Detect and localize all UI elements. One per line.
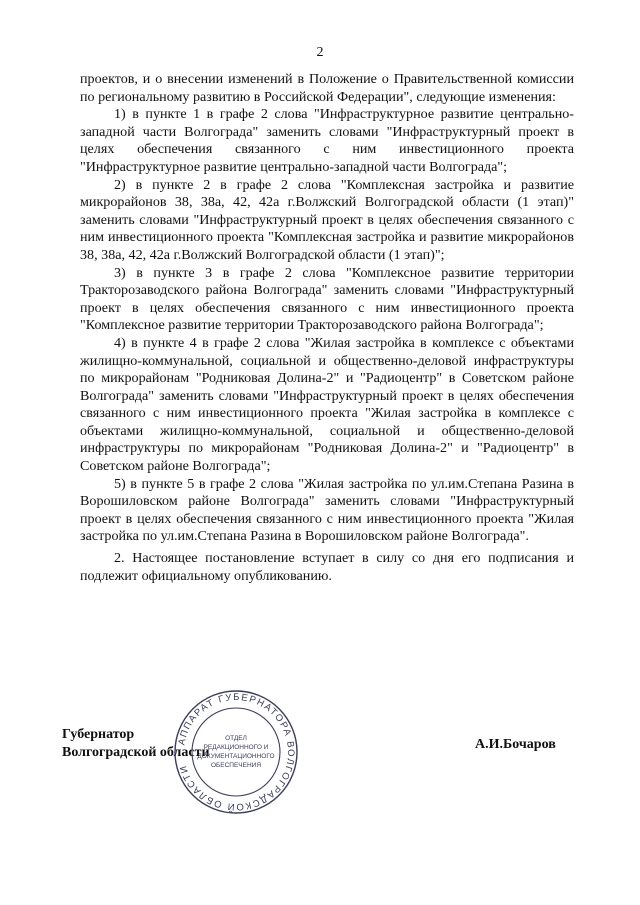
signatory-title-line1: Губернатор [62, 727, 135, 742]
page-number: 2 [316, 45, 324, 60]
seal-inner-line4: ОБЕСПЕЧЕНИЯ [210, 762, 262, 769]
document-body [80, 71, 574, 585]
official-seal-stamp [172, 688, 300, 816]
seal-inner-line3: ДОКУМЕНТАЦИОННОГО [197, 753, 275, 760]
paragraph-continuation: проектов, и о внесении изменений в Положение о Правительственной комиссии по региональному развитию в Российской Федерации", следующие изменения: [80, 71, 574, 105]
list-item-4: 4) в пункте 4 в графе 2 слова "Жилая застройка в комплексе с объектами жилищно-коммунальной, социальной и общественно-деловой инфраструктуры по микрорайонам "Родниковая Долина-2" и "Радиоцентр" в Советском районе Волгограда" заменить словами "Инфраструктурный проект в целях обеспечения связанного с ним инвестиционного проекта "Жилая застройка в комплексе с объектами жилищно-коммунальной, социальной и общественно-деловой инфраструктуры по микрорайонам "Родниковая Долина-2" и "Радиоцентр" в Советском районе Волгограда"; [80, 334, 574, 475]
seal-inner-line1: ОТДЕЛ [225, 735, 247, 742]
list-item-1: 1) в пункте 1 в графе 2 слова "Инфраструктурное развитие центрально-западной части Волгограда" заменить словами "Инфраструктурный проект в целях обеспечения связанного с ним инвестиционного проекта "Инфраструктурное развитие центрально-западной части Волгограда"; [80, 106, 574, 175]
signatory-name: А.И.Бочаров [475, 737, 556, 752]
seal-graphic [172, 688, 300, 816]
list-item-3: 3) в пункте 3 в графе 2 слова "Комплексное развитие территории Тракторозаводского района Волгограда" заменить словами "Инфраструктурный проект в целях обеспечения связанного с ним инвестиционного проекта "Комплексное развитие территории Тракторозаводского района Волгограда"; [80, 264, 574, 334]
seal-inner-line2: РЕДАКЦИОННОГО И [203, 744, 269, 751]
list-item-2: 2) в пункте 2 в графе 2 слова "Комплексная застройка и развитие микрорайонов 38, 38а, 42, 42а г.Волжский Волгоградской области (1 этап)" заменить словами "Инфраструктурный проект в целях обеспечения связанного с ним инвестиционного проекта "Комплексная застройка и развитие микрорайонов 38, 38а, 42, 42а г.Волжский Волгоградской области (1 этап)"; [80, 176, 574, 263]
signatory-title-line2: Волгоградской области [62, 745, 210, 760]
effective-date-paragraph: 2. Настоящее постановление вступает в силу со дня его подписания и подлежит официальному опубликованию. [80, 550, 574, 584]
list-item-5: 5) в пункте 5 в графе 2 слова "Жилая застройка по ул.им.Степана Разина в Ворошиловском районе Волгограда" заменить словами "Инфраструктурный проект в целях обеспечения связанного с ним инвестиционного проекта "Жилая застройка по ул.им.Степана Разина в Ворошиловском районе Волгограда". [80, 475, 574, 545]
seal-outer-text: АППАРАТ ГУБЕРНАТОРА ВОЛГОГРАДСКОЙ ОБЛАСТИ [176, 691, 297, 813]
